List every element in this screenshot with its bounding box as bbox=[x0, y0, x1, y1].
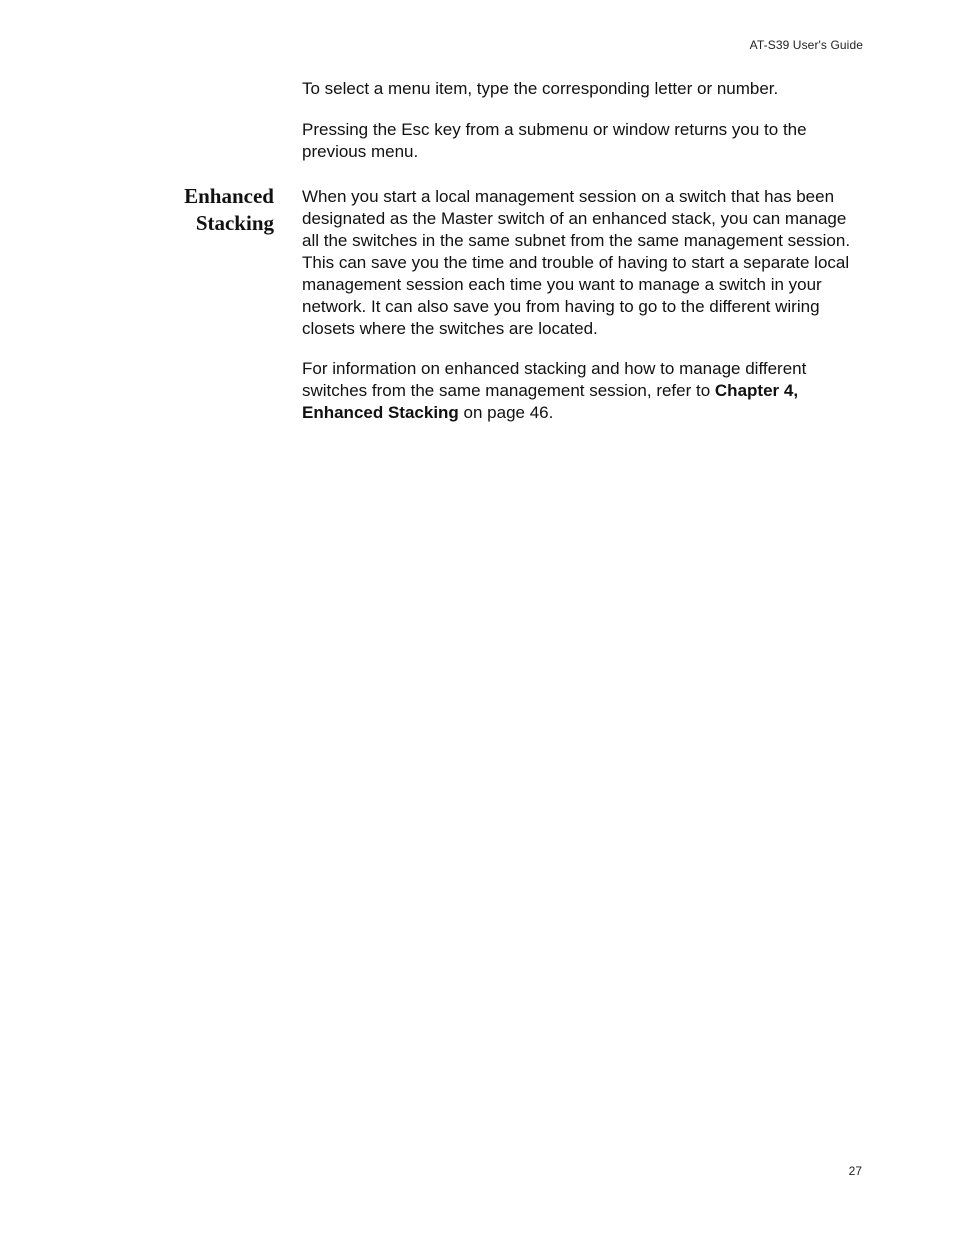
section-heading-line-2: Stacking bbox=[195, 211, 274, 235]
section-heading-enhanced-stacking bbox=[130, 183, 274, 237]
chapter-4-cross-reference-link[interactable]: Chapter 4, Enhanced Stacking bbox=[302, 381, 799, 422]
section-paragraph-2-text bbox=[302, 358, 864, 424]
intro-paragraph-2 bbox=[302, 119, 864, 163]
intro-paragraph-1 bbox=[302, 78, 864, 100]
section-paragraph-2 bbox=[302, 358, 864, 424]
section-paragraph-1 bbox=[302, 186, 864, 340]
intro-paragraph-2-text: Pressing the Esc key from a submenu or window returns you to the previous menu. bbox=[302, 120, 807, 161]
intro-paragraph-1-text: To select a menu item, type the corresponding letter or number. bbox=[302, 79, 779, 98]
page-number: 27 bbox=[848, 1164, 862, 1178]
section-paragraph-1-text: When you start a local management session on a switch that has been designated as the Master switch of an enhanced stack, you can manage all the switches in the same subnet from the same management session. This can save you the time and trouble of having to start a separate local management session each time you want to manage a switch in your network. It can also save you from having to go to the different wiring closets where the switches are located. bbox=[302, 187, 851, 338]
paragraph-2-suffix: on page 46. bbox=[458, 403, 554, 422]
paragraph-2-prefix: For information on enhanced stacking and how to manage different switches from the same management session, refer to bbox=[302, 359, 807, 400]
section-heading-line-1: Enhanced bbox=[184, 184, 274, 208]
running-header: AT-S39 User's Guide bbox=[749, 38, 863, 52]
